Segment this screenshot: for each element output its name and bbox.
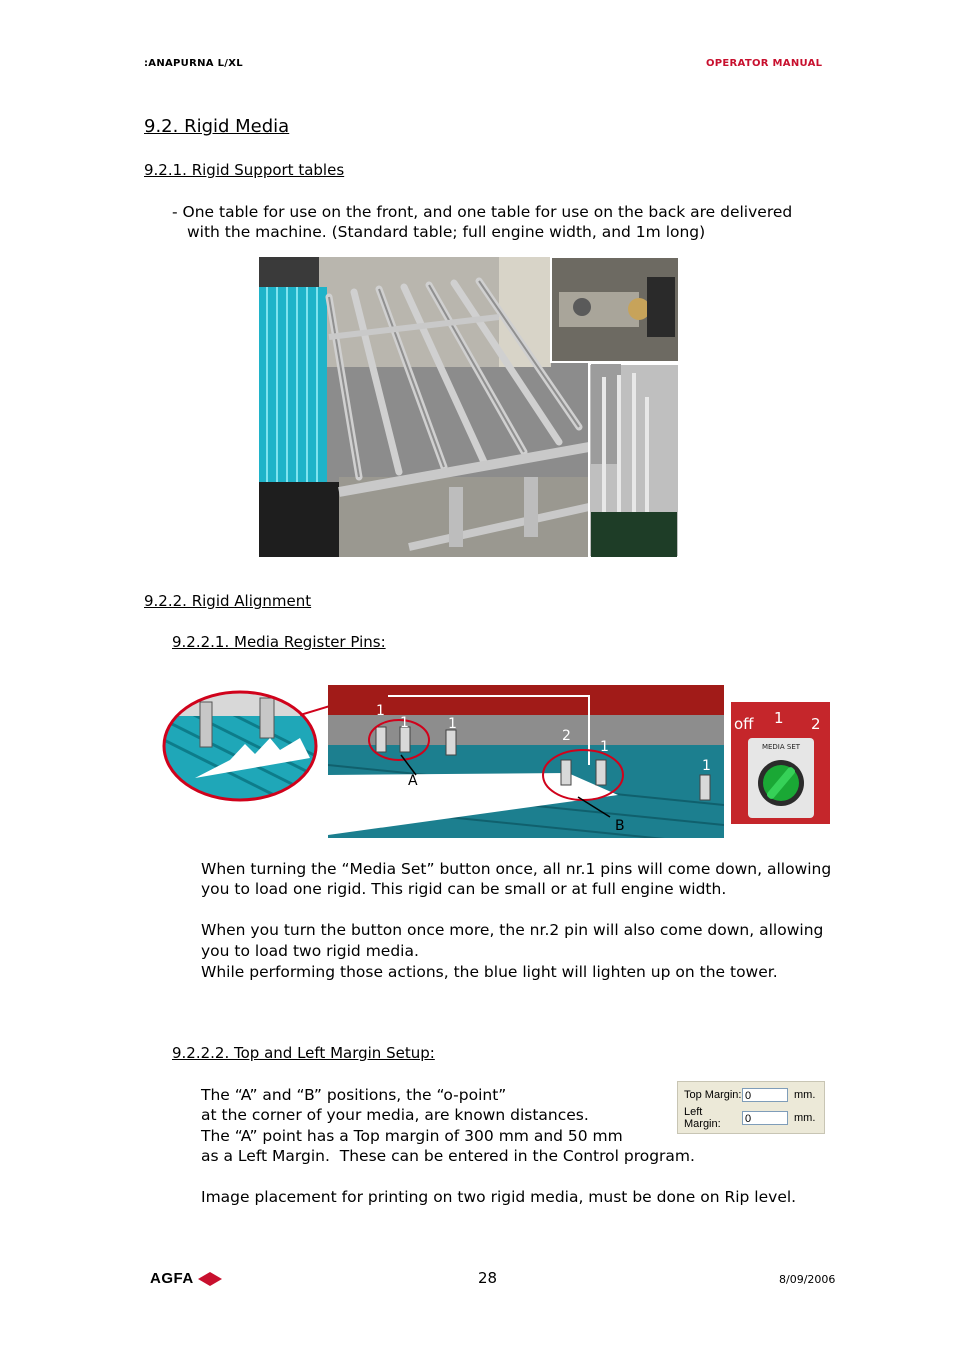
agfa-rhombus-icon bbox=[197, 1271, 223, 1287]
left-margin-row bbox=[684, 1106, 816, 1130]
margins-line4: as a Left Margin. These can be entered in the Control program. bbox=[201, 1147, 695, 1165]
section-title: 9.2. Rigid Media bbox=[144, 116, 290, 137]
page-number: 28 bbox=[478, 1269, 498, 1287]
support-tables-line1: - One table for use on the front, and one table for use on the back are delivered bbox=[172, 203, 793, 221]
pin-label: 2 bbox=[562, 728, 571, 744]
top-margin-label: Top Margin: bbox=[684, 1089, 742, 1101]
switch-plate-label: MEDIA SET bbox=[761, 743, 801, 751]
margins-line3: The “A” point has a Top margin of 300 mm and 50 mm bbox=[201, 1127, 623, 1145]
margins-line2: at the corner of your media, are known distances. bbox=[201, 1106, 589, 1124]
support-table-photo bbox=[259, 257, 679, 557]
position-label-a: A bbox=[408, 773, 418, 789]
pin-label: 1 bbox=[702, 758, 711, 774]
pin-label: 1 bbox=[400, 715, 409, 731]
pins-zoom-illustration bbox=[160, 688, 320, 803]
switch-label-1: 1 bbox=[774, 709, 784, 727]
left-margin-input[interactable]: 0 bbox=[742, 1111, 788, 1125]
footer-date: 8/09/2006 bbox=[779, 1273, 836, 1286]
margins-line1: The “A” and “B” positions, the “o-point” bbox=[201, 1086, 507, 1104]
subsection-title-support-tables: 9.2.1. Rigid Support tables bbox=[144, 161, 345, 179]
margin-settings-panel bbox=[677, 1081, 825, 1134]
pin-label: 1 bbox=[600, 739, 609, 755]
margins-line5: Image placement for printing on two rigid media, must be done on Rip level. bbox=[201, 1188, 797, 1206]
pins-para2-line1: When you turn the button once more, the nr.2 pin will also come down, allowing bbox=[201, 921, 824, 939]
top-margin-input[interactable]: 0 bbox=[742, 1088, 788, 1102]
pins-para2-line2: you to load two rigid media. bbox=[201, 942, 419, 960]
switch-label-2: 2 bbox=[811, 715, 821, 733]
agfa-logo-text: AGFA bbox=[150, 1270, 194, 1287]
register-pins-photo bbox=[328, 685, 724, 838]
green-knob-icon bbox=[756, 758, 806, 808]
left-margin-label: Left Margin: bbox=[684, 1106, 721, 1130]
subsection-title-margin-setup: 9.2.2.2. Top and Left Margin Setup: bbox=[172, 1044, 435, 1062]
left-margin-unit: mm. bbox=[794, 1112, 816, 1124]
support-table-illustration bbox=[259, 257, 679, 557]
pin-label: 1 bbox=[376, 703, 385, 719]
top-margin-row bbox=[684, 1086, 815, 1104]
pins-para1-line2: you to load one rigid. This rigid can be small or at full engine width. bbox=[201, 880, 727, 898]
switch-plate bbox=[748, 738, 814, 818]
pins-para1-line1: When turning the “Media Set” button once, all nr.1 pins will come down, allowing bbox=[201, 860, 832, 878]
agfa-logo bbox=[150, 1270, 223, 1287]
position-label-b: B bbox=[615, 818, 625, 834]
subsection-title-rigid-alignment: 9.2.2. Rigid Alignment bbox=[144, 592, 312, 610]
header-doc-title: OPERATOR MANUAL bbox=[706, 58, 823, 69]
header-product: :ANAPURNA L/XL bbox=[144, 58, 243, 69]
pins-para2-line3: While performing those actions, the blue light will lighten up on the tower. bbox=[201, 963, 778, 981]
top-margin-unit: mm. bbox=[794, 1089, 816, 1101]
media-set-switch-photo bbox=[731, 702, 830, 824]
switch-label-off: off bbox=[734, 715, 754, 733]
subsection-title-register-pins: 9.2.2.1. Media Register Pins: bbox=[172, 633, 386, 651]
support-tables-line2: with the machine. (Standard table; full engine width, and 1m long) bbox=[187, 223, 706, 241]
pin-label: 1 bbox=[448, 716, 457, 732]
